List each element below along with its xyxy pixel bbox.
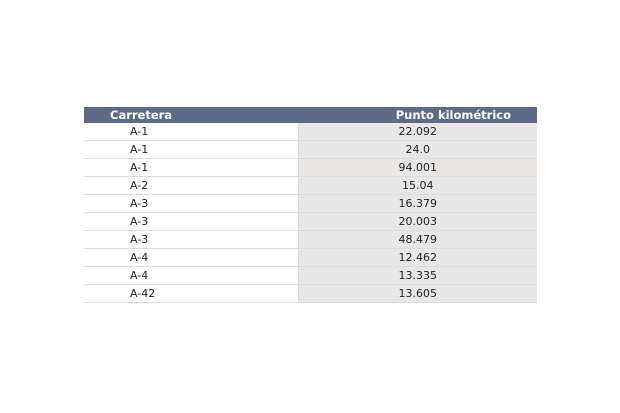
cell-road: A-3: [84, 231, 298, 249]
table-row: [84, 123, 537, 141]
table-row: [84, 195, 537, 213]
cell-pk: 24.0: [298, 141, 537, 159]
cell-pk: 94.001: [298, 159, 537, 177]
cell-road: A-1: [84, 141, 298, 159]
table-row: [84, 249, 537, 267]
cell-road: A-3: [84, 195, 298, 213]
cell-road: A-4: [84, 249, 298, 267]
data-table-container: [84, 107, 537, 303]
table-body: [84, 123, 537, 303]
cell-road: A-3: [84, 213, 298, 231]
cell-pk: 13.335: [298, 267, 537, 285]
table-row: [84, 231, 537, 249]
cell-pk: 22.092: [298, 123, 537, 141]
table-row: [84, 177, 537, 195]
table-header: [84, 107, 537, 123]
cell-pk: 12.462: [298, 249, 537, 267]
table-row: [84, 159, 537, 177]
cell-pk: 16.379: [298, 195, 537, 213]
cell-road: A-2: [84, 177, 298, 195]
cell-road: A-1: [84, 159, 298, 177]
cell-pk: 13.605: [298, 285, 537, 303]
header-pk: Punto kilométrico: [298, 107, 537, 123]
header-road: Carretera: [84, 107, 298, 123]
road-km-table: [84, 107, 537, 303]
cell-road: A-1: [84, 123, 298, 141]
cell-pk: 20.003: [298, 213, 537, 231]
cell-road: A-42: [84, 285, 298, 303]
cell-pk: 48.479: [298, 231, 537, 249]
header-row: [84, 107, 537, 123]
table-row: [84, 213, 537, 231]
table-row: [84, 141, 537, 159]
table-row: [84, 267, 537, 285]
table-row: [84, 285, 537, 303]
cell-road: A-4: [84, 267, 298, 285]
cell-pk: 15.04: [298, 177, 537, 195]
